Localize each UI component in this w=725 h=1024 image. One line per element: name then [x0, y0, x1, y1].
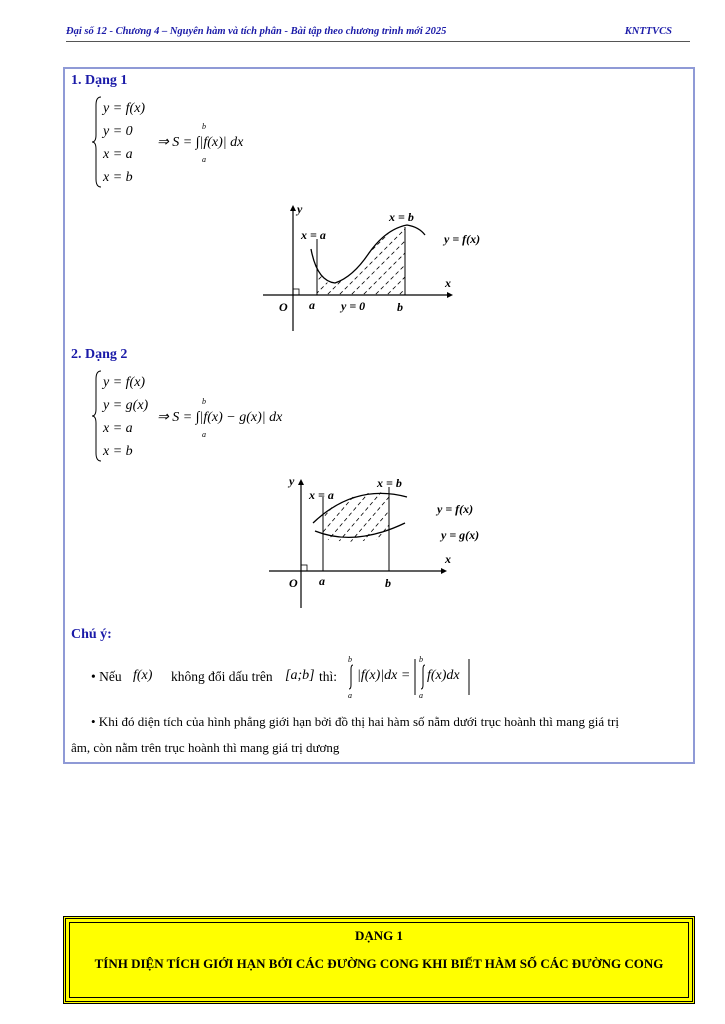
section1-eq1: y = f(x) [103, 101, 146, 116]
page-header [66, 26, 690, 42]
section1-upper-limit: b [202, 122, 206, 131]
section2-eq3: x = a [103, 421, 133, 436]
fig1-fx-label: y = f(x) [444, 232, 481, 246]
note-bullet1-fx: f(x) [133, 668, 153, 683]
banner-subheading: TÍNH DIỆN TÍCH GIỚI HẠN BỞI CÁC ĐƯỜNG CONG KHI BIẾT HÀM SỐ CÁC ĐƯỜNG CONG [94, 956, 664, 971]
section2-formula: ⇒ S = ∫|f(x) − g(x)| dx [157, 410, 283, 425]
fig1-origin-label: O [279, 300, 288, 314]
section2-eq1: y = f(x) [103, 375, 146, 390]
section1-eq4: x = b [103, 170, 133, 185]
section-banner [63, 916, 695, 1004]
note-bullet1-lhs: |f(x)|dx = [357, 668, 411, 683]
figure2-graph [265, 473, 525, 613]
fig2-y-axis-label: y [289, 474, 295, 488]
header-title: Đại số 12 - Chương 4 – Nguyên hàm và tích phân - Bài tập theo chương trình mới 2025 [66, 26, 447, 37]
section1-eq3: x = a [103, 147, 133, 162]
note-bullet1-mid: không đổi dấu trên [171, 669, 273, 684]
banner-heading: DẠNG 1 [354, 928, 404, 943]
fig1-xa-label: x = a [301, 228, 326, 242]
fig1-xb-label: x = b [389, 210, 414, 224]
section2-eq4: x = b [103, 444, 133, 459]
section1-title: 1. Dạng 1 [71, 73, 128, 88]
note-lhs-lower: a [348, 691, 352, 700]
note-bullet1-rhs: f(x)dx [427, 668, 460, 683]
fig1-tick-a: a [309, 298, 315, 312]
fig2-fx-label: y = f(x) [437, 502, 474, 516]
note-bullet1-interval: [a;b] [285, 668, 315, 683]
fig2-origin-label: O [289, 576, 298, 590]
note-rhs-upper: b [419, 655, 423, 664]
figure1-graph [261, 199, 531, 334]
section2-upper-limit: b [202, 397, 206, 406]
section1-formula: ⇒ S = ∫|f(x)| dx [157, 135, 244, 150]
section2-eq2: y = g(x) [103, 398, 149, 413]
section2-title: 2. Dạng 2 [71, 347, 128, 362]
fig2-x-axis-label: x [445, 552, 451, 566]
fig2-xb-label: x = b [377, 476, 402, 490]
fig1-y-axis-label: y [297, 202, 303, 216]
note-bullet2-line2: âm, còn nằm trên trục hoành thì mang giá trị dương [71, 740, 340, 755]
header-code: KNTTVCS [624, 26, 672, 37]
note-title: Chú ý: [71, 627, 112, 642]
section1-eq2: y = 0 [103, 124, 133, 139]
section1-lower-limit: a [202, 155, 206, 164]
fig1-x-axis-label: x [445, 276, 451, 290]
fig2-gx-label: y = g(x) [441, 528, 480, 542]
note-bullet1-post: thì: [319, 669, 338, 684]
note-rhs-lower: a [419, 691, 423, 700]
note-bullet1-pre: • Nếu [91, 669, 122, 684]
note-lhs-upper: b [348, 655, 352, 664]
fig2-xa-label: x = a [309, 488, 334, 502]
fig2-tick-b: b [385, 576, 391, 590]
section2-lower-limit: a [202, 430, 206, 439]
fig1-y0-label: y = 0 [341, 299, 366, 313]
fig2-tick-a: a [319, 574, 325, 588]
note-bullet2-line1: • Khi đó diện tích của hình phẳng giới hạn bởi đồ thị hai hàm số nằm dưới trục hoành thì mang giá trị [91, 714, 619, 729]
note-abs-right [465, 657, 473, 697]
note-integral-lhs [345, 663, 357, 691]
fig1-tick-b: b [397, 300, 403, 314]
content-box [63, 67, 695, 764]
